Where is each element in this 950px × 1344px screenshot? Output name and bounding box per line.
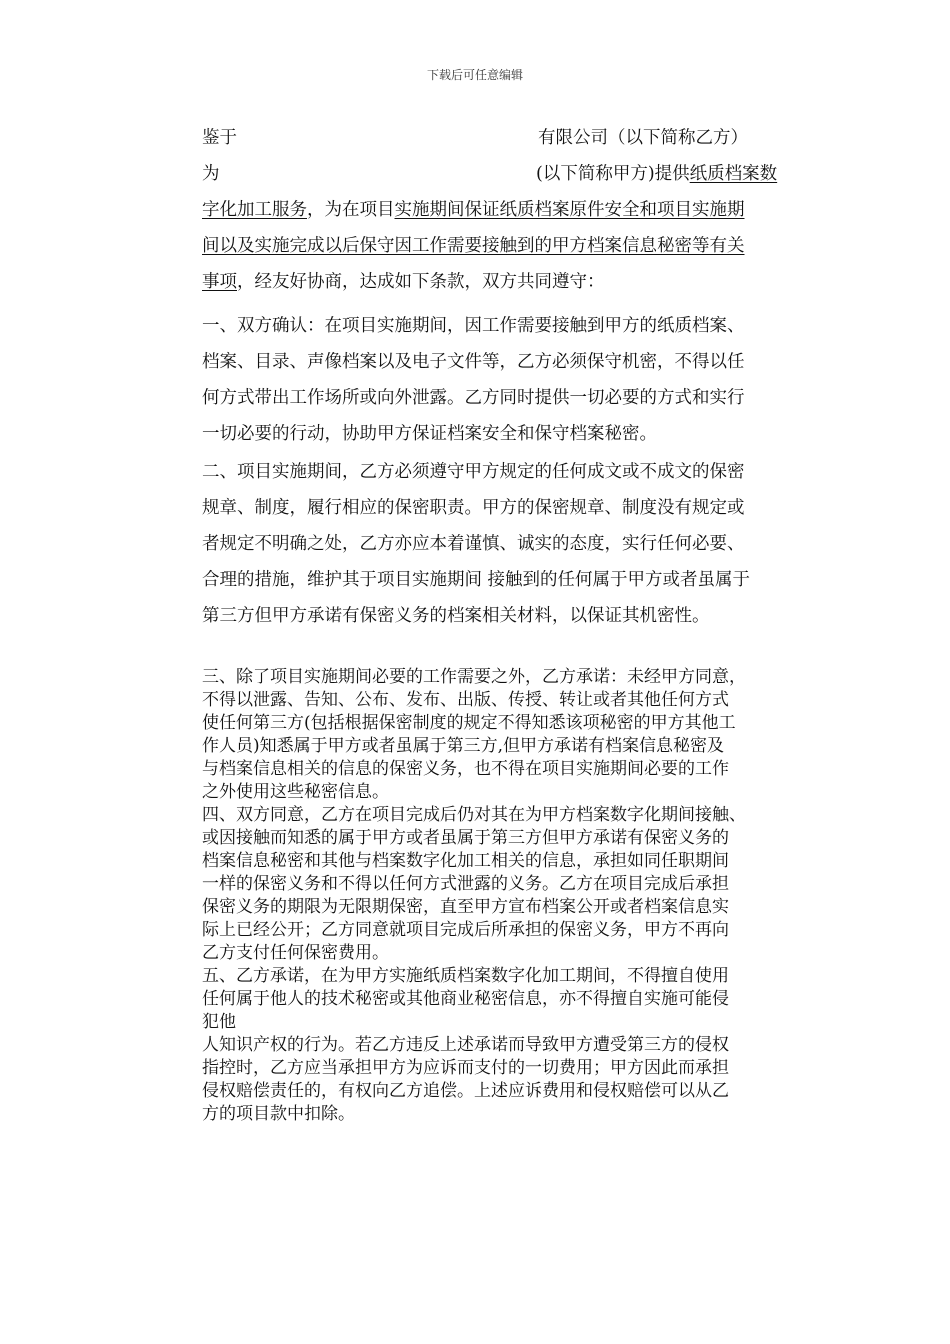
clause-4-line-2: 或因接触而知悉的属于甲方或者虽属于第三方但甲方承诺有保密义务的 [202,828,729,848]
dense-clauses [202,666,808,1126]
intro-line-3 [202,200,745,220]
clause-5-line-1: 五、乙方承诺，在为甲方实施纸质档案数字化加工期间，不得擅自使用 [202,966,729,986]
clause-2-line-4: 合理的措施，维护其于项目实施期间 接触到的任何属于甲方或者虽属于 [202,570,751,590]
clause-4-line-7: 乙方支付任何保密费用。 [202,943,389,963]
clause-5-line-3: 犯他 [202,1012,236,1032]
intro-line-2-text: (以下简称甲方)提供 [536,164,690,184]
clause-2-line-3: 者规定不明确之处，乙方亦应本着谨慎、诚实的态度，实行任何必要、 [202,534,745,554]
purpose-text-3: 事项 [202,272,237,292]
clause-5-line-2: 任何属于他人的技术秘密或其他商业秘密信息，亦不得擅自实施可能侵 [202,989,729,1009]
clause-4-line-5: 保密义务的期限为无限期保密，直至甲方宣布档案公开或者档案信息实 [202,897,729,917]
clause-2-line-2: 规章、制度，履行相应的保密职责。甲方的保密规章、制度没有规定或 [202,498,745,518]
intro-paragraph [202,124,806,304]
clause-3-line-1: 三、除了项目实施期间必要的工作需要之外，乙方承诺：未经甲方同意， [202,667,746,687]
clause-3-line-2: 不得以泄露、告知、公布、发布、出版、传授、转让或者其他任何方式 [202,690,729,710]
intro-line-1-right: 有限公司（以下简称乙方） [538,128,748,148]
clause-4-line-3: 档案信息秘密和其他与档案数字化加工相关的信息，承担如同任职期间 [202,851,729,871]
intro-line-4: 间以及实施完成以后保守因工作需要接触到的甲方档案信息秘密等有关 [202,236,745,256]
clause-1-line-4: 一切必要的行动，协助甲方保证档案安全和保守档案秘密。 [202,424,657,444]
intro-line-5 [202,272,605,292]
clause-1-line-3: 何方式带出工作场所或向外泄露。乙方同时提供一切必要的方式和实行 [202,388,745,408]
purpose-text-1: 实施期间保证纸质档案原件安全和项目实施期 [394,200,745,220]
clause-2-line-1: 二、项目实施期间，乙方必须遵守甲方规定的任何成文或不成文的保密 [202,462,745,482]
clause-3-line-3: 使任何第三方(包括根据保密制度的规定不得知悉该项秘密的甲方其他工 [202,713,736,733]
page-header: 下载后可任意编辑 [426,68,523,82]
clause-5-line-6: 侵权赔偿责任的，有权向乙方追偿。上述应诉费用和侵权赔偿可以从乙 [202,1081,729,1101]
clause-5-line-7: 方的项目款中扣除。 [202,1104,355,1124]
intro-line-1-left: 鉴于 [202,128,237,148]
service-name: 字化加工服务 [202,200,307,220]
intro-line-2-right [536,164,777,184]
clause-5-line-4: 人知识产权的行为。若乙方违反上述承诺而导致甲方遭受第三方的侵权 [202,1035,729,1055]
clause-5-line-5: 指控时，乙方应当承担甲方为应诉而支付的一切费用；甲方因此而承担 [202,1058,729,1078]
clause-4-line-1: 四、双方同意，乙方在项目完成后仍对其在为甲方档案数字化期间接触、 [202,805,746,825]
clause-1-line-1: 一、双方确认：在项目实施期间，因工作需要接触到甲方的纸质档案、 [202,316,745,336]
service-name-start: 纸质档案数 [689,164,778,184]
clause-3-line-6: 之外使用这些秘密信息。 [202,782,389,802]
clause-1-line-2: 档案、目录、声像档案以及电子文件等，乙方必须保守机密，不得以任 [202,352,745,372]
clause-1 [202,308,806,458]
clause-3-line-4: 作人员)知悉属于甲方或者虽属于第三方,但甲方承诺有档案信息秘密及 [202,736,725,756]
clause-3-line-5: 与档案信息相关的信息的保密义务，也不得在项目实施期间必要的工作 [202,759,729,779]
clause-2 [202,456,806,636]
clause-4-line-6: 际上已经公开；乙方同意就项目完成后所承担的保密义务，甲方不再向 [202,920,729,940]
intro-line-2-left: 为 [202,164,220,184]
clause-4-line-4: 一样的保密义务和不得以任何方式泄露的义务。乙方在项目完成后承担 [202,874,729,894]
intro-line-5-text: ，经友好协商，达成如下条款，双方共同遵守： [237,272,605,292]
intro-line-3-text: ，为在项目 [307,200,395,220]
clause-2-line-5: 第三方但甲方承诺有保密义务的档案相关材料，以保证其机密性。 [202,606,710,626]
